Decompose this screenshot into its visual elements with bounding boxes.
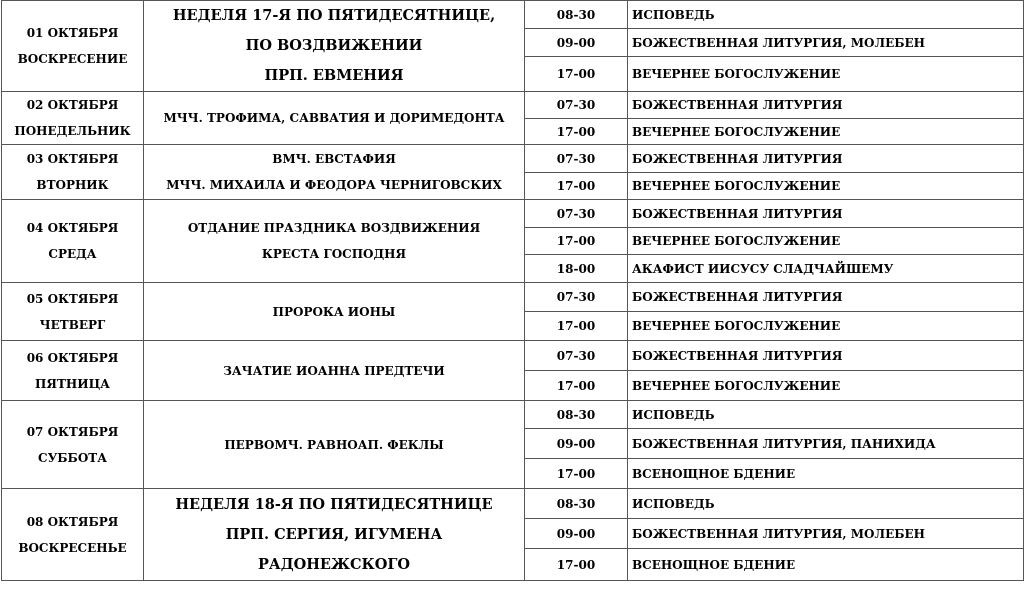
service-time: 07-30 [525,200,628,228]
day-weekday: ВОСКРЕСЕНИЕ [17,52,128,66]
schedule-row [2,200,1024,228]
feast-line: ПРП. ЕВМЕНИЯ [264,67,404,84]
service-time: 08-30 [525,401,628,429]
day-weekday: ВТОРНИК [36,178,109,192]
service-time: 08-30 [525,1,628,29]
service-time: 17-00 [525,371,628,401]
schedule-row [2,401,1024,429]
service-name: ВЕЧЕРНЕЕ БОГОСЛУЖЕНИЕ [628,228,1024,255]
day-weekday: ВОСКРЕСЕНЬЕ [18,540,127,555]
day-weekday: СРЕДА [48,247,97,261]
service-name: БОЖЕСТВЕННАЯ ЛИТУРГИЯ, ПАНИХИДА [628,429,1024,459]
service-time: 18-00 [525,255,628,283]
service-time: 08-30 [525,489,628,519]
service-time: 07-30 [525,92,628,119]
service-name: БОЖЕСТВЕННАЯ ЛИТУРГИЯ, МОЛЕБЕН [628,29,1024,57]
service-time: 09-00 [525,519,628,549]
feast-line: НЕДЕЛЯ 17-Я ПО ПЯТИДЕСЯТНИЦЕ, [172,7,496,24]
day-date: 08 ОКТЯБРЯ [26,514,119,529]
service-name: ВЕЧЕРНЕЕ БОГОСЛУЖЕНИЕ [628,57,1024,92]
service-name: БОЖЕСТВЕННАЯ ЛИТУРГИЯ [628,92,1024,119]
service-time: 17-00 [525,173,628,200]
day-date-cell [2,1,144,92]
schedule-row [2,283,1024,312]
service-time: 09-00 [525,429,628,459]
day-date: 06 ОКТЯБРЯ [26,350,119,365]
feast-line: ОТДАНИЕ ПРАЗДНИКА ВОЗДВИЖЕНИЯ [187,221,481,235]
day-date: 07 ОКТЯБРЯ [26,424,119,439]
feast-line: РАДОНЕЖСКОГО [257,555,411,573]
service-name: БОЖЕСТВЕННАЯ ЛИТУРГИЯ [628,341,1024,371]
feast-line: ЗАЧАТИЕ ИОАННА ПРЕДТЕЧИ [223,363,445,378]
day-date: 01 ОКТЯБРЯ [26,26,119,40]
service-time: 17-00 [525,459,628,489]
schedule-row [2,341,1024,371]
feast-line: ПРП. СЕРГИЯ, ИГУМЕНА [225,525,443,543]
day-date-cell [2,200,144,283]
service-name: ВЕЧЕРНЕЕ БОГОСЛУЖЕНИЕ [628,119,1024,145]
feast-line: ВМЧ. ЕВСТАФИЯ [272,152,396,166]
service-name: БОЖЕСТВЕННАЯ ЛИТУРГИЯ, МОЛЕБЕН [628,519,1024,549]
schedule-row [2,145,1024,173]
day-date-cell [2,145,144,200]
service-name: ИСПОВЕДЬ [628,489,1024,519]
service-name: ВЕЧЕРНЕЕ БОГОСЛУЖЕНИЕ [628,312,1024,341]
feast-cell [144,341,525,401]
feast-line: НЕДЕЛЯ 18-Я ПО ПЯТИДЕСЯТНИЦЕ [175,495,493,513]
day-date-cell [2,283,144,341]
service-time: 17-00 [525,57,628,92]
service-time: 17-00 [525,312,628,341]
feast-cell [144,200,525,283]
service-time: 09-00 [525,29,628,57]
schedule-row [2,92,1024,119]
day-date-cell [2,489,144,581]
service-time: 17-00 [525,228,628,255]
feast-line: МЧЧ. МИХАИЛА И ФЕОДОРА ЧЕРНИГОВСКИХ [166,178,502,192]
day-date: 03 ОКТЯБРЯ [26,152,119,166]
feast-line: МЧЧ. ТРОФИМА, САВВАТИЯ И ДОРИМЕДОНТА [163,111,505,125]
service-name: ИСПОВЕДЬ [628,401,1024,429]
service-time: 17-00 [525,549,628,581]
feast-line: ПРОРОКА ИОНЫ [272,304,396,319]
day-weekday: ПЯТНИЦА [35,376,110,391]
service-name: ИСПОВЕДЬ [628,1,1024,29]
feast-cell [144,401,525,489]
day-weekday: ПОНЕДЕЛЬНИК [14,124,131,138]
service-time: 07-30 [525,283,628,312]
schedule-body [2,1,1024,581]
day-date: 02 ОКТЯБРЯ [26,98,119,112]
feast-cell [144,283,525,341]
service-name: ВСЕНОЩНОЕ БДЕНИЕ [628,549,1024,581]
schedule-row [2,489,1024,519]
day-date-cell [2,401,144,489]
day-weekday: СУББОТА [38,450,107,465]
day-date: 05 ОКТЯБРЯ [26,291,119,306]
service-name: АКАФИСТ ИИСУСУ СЛАДЧАЙШЕМУ [628,255,1024,283]
service-name: ВЕЧЕРНЕЕ БОГОСЛУЖЕНИЕ [628,371,1024,401]
service-name: БОЖЕСТВЕННАЯ ЛИТУРГИЯ [628,145,1024,173]
service-time: 07-30 [525,145,628,173]
day-date: 04 ОКТЯБРЯ [26,221,119,235]
service-name: ВЕЧЕРНЕЕ БОГОСЛУЖЕНИЕ [628,173,1024,200]
service-time: 17-00 [525,119,628,145]
feast-cell [144,145,525,200]
feast-line: КРЕСТА ГОСПОДНЯ [261,247,407,261]
feast-line: ПЕРВОМЧ. РАВНОАП. ФЕКЛЫ [224,437,444,452]
feast-cell [144,489,525,581]
day-date-cell [2,341,144,401]
service-name: ВСЕНОЩНОЕ БДЕНИЕ [628,459,1024,489]
service-time: 07-30 [525,341,628,371]
service-name: БОЖЕСТВЕННАЯ ЛИТУРГИЯ [628,283,1024,312]
feast-line: ПО ВОЗДВИЖЕНИИ [245,37,423,54]
day-date-cell [2,92,144,145]
feast-cell [144,92,525,145]
service-name: БОЖЕСТВЕННАЯ ЛИТУРГИЯ [628,200,1024,228]
service-schedule-table [1,0,1024,581]
feast-cell [144,1,525,92]
day-weekday: ЧЕТВЕРГ [39,317,106,332]
schedule-row [2,1,1024,29]
